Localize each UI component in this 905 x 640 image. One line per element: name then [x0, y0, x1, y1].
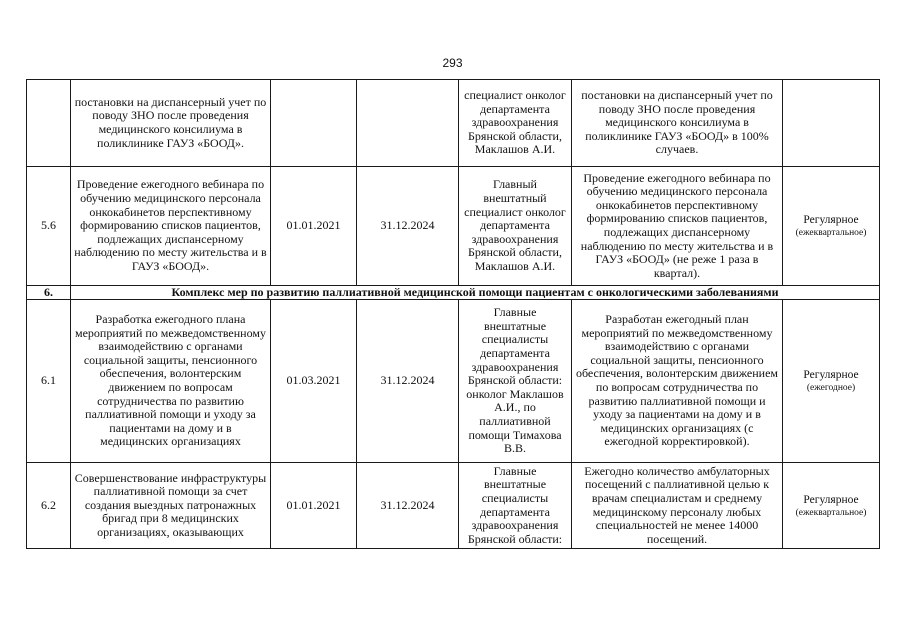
table-row: [27, 167, 880, 286]
row-number: [27, 80, 71, 167]
expected-result: Ежегодно количество амбулаторных посещений с паллиативной целью к врачам специалистам и среднему медицинскому персоналу любых специальностей не менее 14000 посещений.: [572, 463, 783, 549]
frequency: Регулярное: [803, 369, 859, 381]
responsible-person: Главные внештатные специалисты департамента здравоохранения Брянской области:: [459, 463, 572, 549]
frequency-note: (ежеквартальное): [795, 228, 867, 238]
measure-description: постановки на диспансерный учет по поводу ЗНО после проведения медицинского консилиума в поликлинике ГАУЗ «БООД».: [71, 80, 271, 167]
frequency-cell: [783, 80, 880, 167]
measures-table: [26, 79, 880, 549]
responsible-person: Главные внештатные специалисты департамента здравоохранения Брянской области: онколог Маклашов А.И., по паллиативной помощи Тимахова В.В.: [459, 300, 572, 463]
table-row: [27, 80, 880, 167]
section-header-row: [27, 286, 880, 300]
frequency-cell: [783, 167, 880, 286]
start-date: 01.01.2021: [271, 463, 357, 549]
end-date: 31.12.2024: [357, 300, 459, 463]
end-date: 31.12.2024: [357, 463, 459, 549]
expected-result: Разработан ежегодный план мероприятий по межведомственному взаимодействию с органами социальной защиты, пенсионного обеспечения, волонтерским движением по вопросам сотрудничества по развитию паллиативной помощи и уходу за пациентами на дому и в медицинских организациях (с ежегодной корректировкой).: [572, 300, 783, 463]
measure-description: Разработка ежегодного плана мероприятий по межведомственному взаимодействию с органами социальной защиты, пенсионного обеспечения, волонтерским движением по вопросам сотрудничества по развитию паллиативной помощи и уходу за пациентами на дому и в медицинских организациях: [71, 300, 271, 463]
responsible-person: Главный внештатный специалист онколог департамента здравоохранения Брянской области, Маклашов А.И.: [459, 167, 572, 286]
measure-description: Проведение ежегодного вебинара по обучению медицинского персонала онкокабинетов перспективному формированию списков пациентов, подлежащих диспансерному наблюдению по месту жительства и в ГАУЗ «БООД».: [71, 167, 271, 286]
measure-description: Совершенствование инфраструктуры паллиативной помощи за счет создания выездных патронажных бригад при 8 медицинских организациях, оказывающих: [71, 463, 271, 549]
expected-result: постановки на диспансерный учет по поводу ЗНО после проведения медицинского консилиума в поликлинике ГАУЗ «БООД» в 100% случаев.: [572, 80, 783, 167]
row-number: 6.1: [27, 300, 71, 463]
responsible-person: специалист онколог департамента здравоохранения Брянской области, Маклашов А.И.: [459, 80, 572, 167]
table-row: [27, 463, 880, 549]
table-row: [27, 300, 880, 463]
end-date: [357, 80, 459, 167]
frequency-note: (ежеквартальное): [795, 507, 867, 518]
start-date: [271, 80, 357, 167]
row-number: 5.6: [27, 167, 71, 286]
end-date: 31.12.2024: [357, 167, 459, 286]
frequency: Регулярное: [803, 493, 859, 506]
start-date: 01.01.2021: [271, 167, 357, 286]
section-number: 6.: [27, 286, 71, 300]
page-number: 293: [442, 56, 463, 70]
frequency: Регулярное: [803, 214, 859, 226]
frequency-cell: [783, 463, 880, 549]
start-date: 01.03.2021: [271, 300, 357, 463]
expected-result: Проведение ежегодного вебинара по обучению медицинского персонала онкокабинетов перспективному формированию списков пациентов, подлежащих диспансерному наблюдению по месту жительства и в ГАУЗ «БООД» (не реже 1 раза в квартал).: [572, 167, 783, 286]
section-title: Комплекс мер по развитию паллиативной медицинской помощи пациентам с онкологическими заболеваниями: [71, 286, 880, 300]
frequency-cell: [783, 300, 880, 463]
row-number: 6.2: [27, 463, 71, 549]
frequency-note: (ежегодное): [806, 383, 856, 393]
